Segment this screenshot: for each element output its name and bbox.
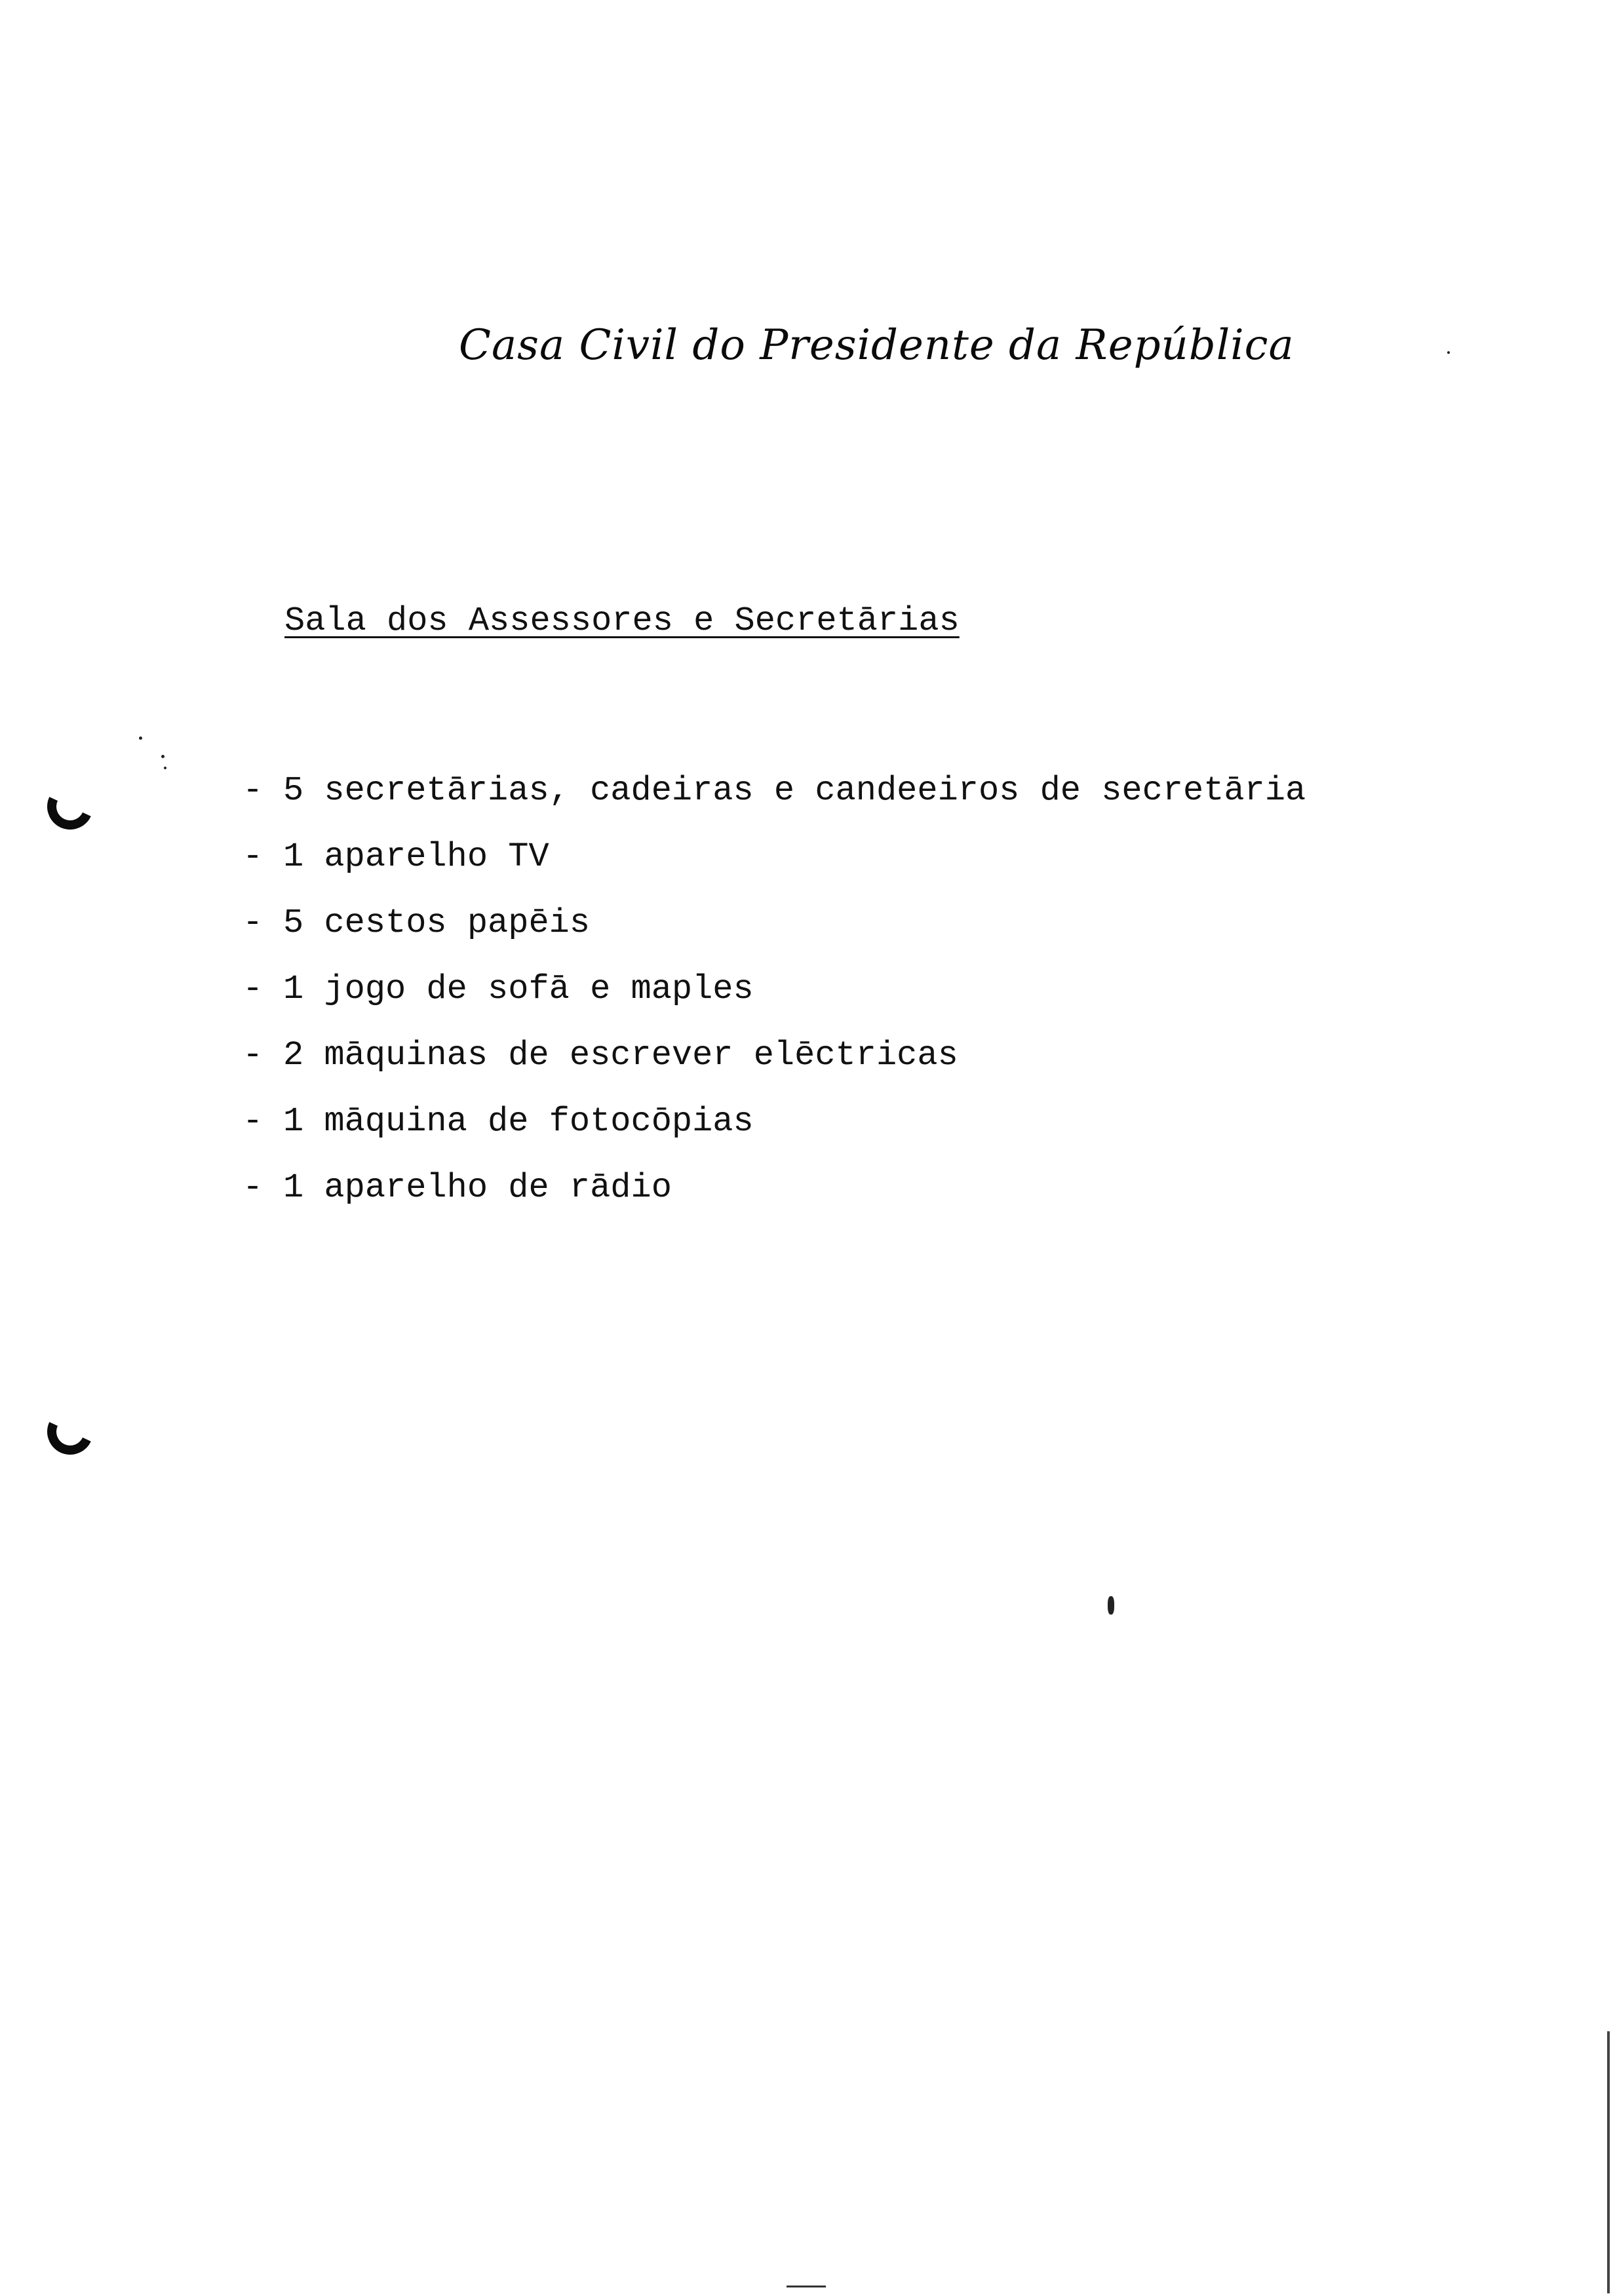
bullet-dash: - <box>243 1102 263 1141</box>
punch-hole-mark <box>41 1402 100 1461</box>
item-text: 5 cestos papēis <box>283 904 591 942</box>
scan-edge-line <box>1607 2031 1610 2293</box>
scan-speck <box>1108 1596 1114 1615</box>
bullet-dash: - <box>243 1168 263 1207</box>
scan-speck <box>164 767 166 769</box>
bullet-dash: - <box>243 837 263 876</box>
list-item <box>243 1165 1306 1231</box>
item-text: 1 māquina de fotocōpias <box>283 1102 754 1141</box>
punch-hole-mark <box>41 777 100 836</box>
list-item <box>243 900 1306 966</box>
scan-speck <box>1447 351 1450 354</box>
item-text: 5 secretārias, cadeiras e candeeiros de secretāria <box>283 771 1306 810</box>
inventory-list <box>243 768 1306 1231</box>
letterhead-title: Casa Civil do Presidente da República <box>459 321 1294 370</box>
list-item <box>243 834 1306 900</box>
item-text: 1 aparelho de rādio <box>283 1168 672 1207</box>
item-text: 2 māquinas de escrever elēctricas <box>283 1036 958 1075</box>
scan-speck <box>139 737 142 740</box>
bullet-dash: - <box>243 771 263 810</box>
list-item <box>243 966 1306 1033</box>
list-item <box>243 768 1306 834</box>
room-heading: Sala dos Assessores e Secretārias <box>284 602 960 640</box>
scan-speck <box>161 755 165 758</box>
list-item <box>243 1099 1306 1165</box>
item-text: 1 aparelho TV <box>283 837 549 876</box>
bullet-dash: - <box>243 1036 263 1075</box>
list-item <box>243 1033 1306 1099</box>
bullet-dash: - <box>243 904 263 942</box>
bullet-dash: - <box>243 970 263 1008</box>
item-text: 1 jogo de sofā e maples <box>283 970 754 1008</box>
scan-bottom-mark <box>787 2286 826 2287</box>
